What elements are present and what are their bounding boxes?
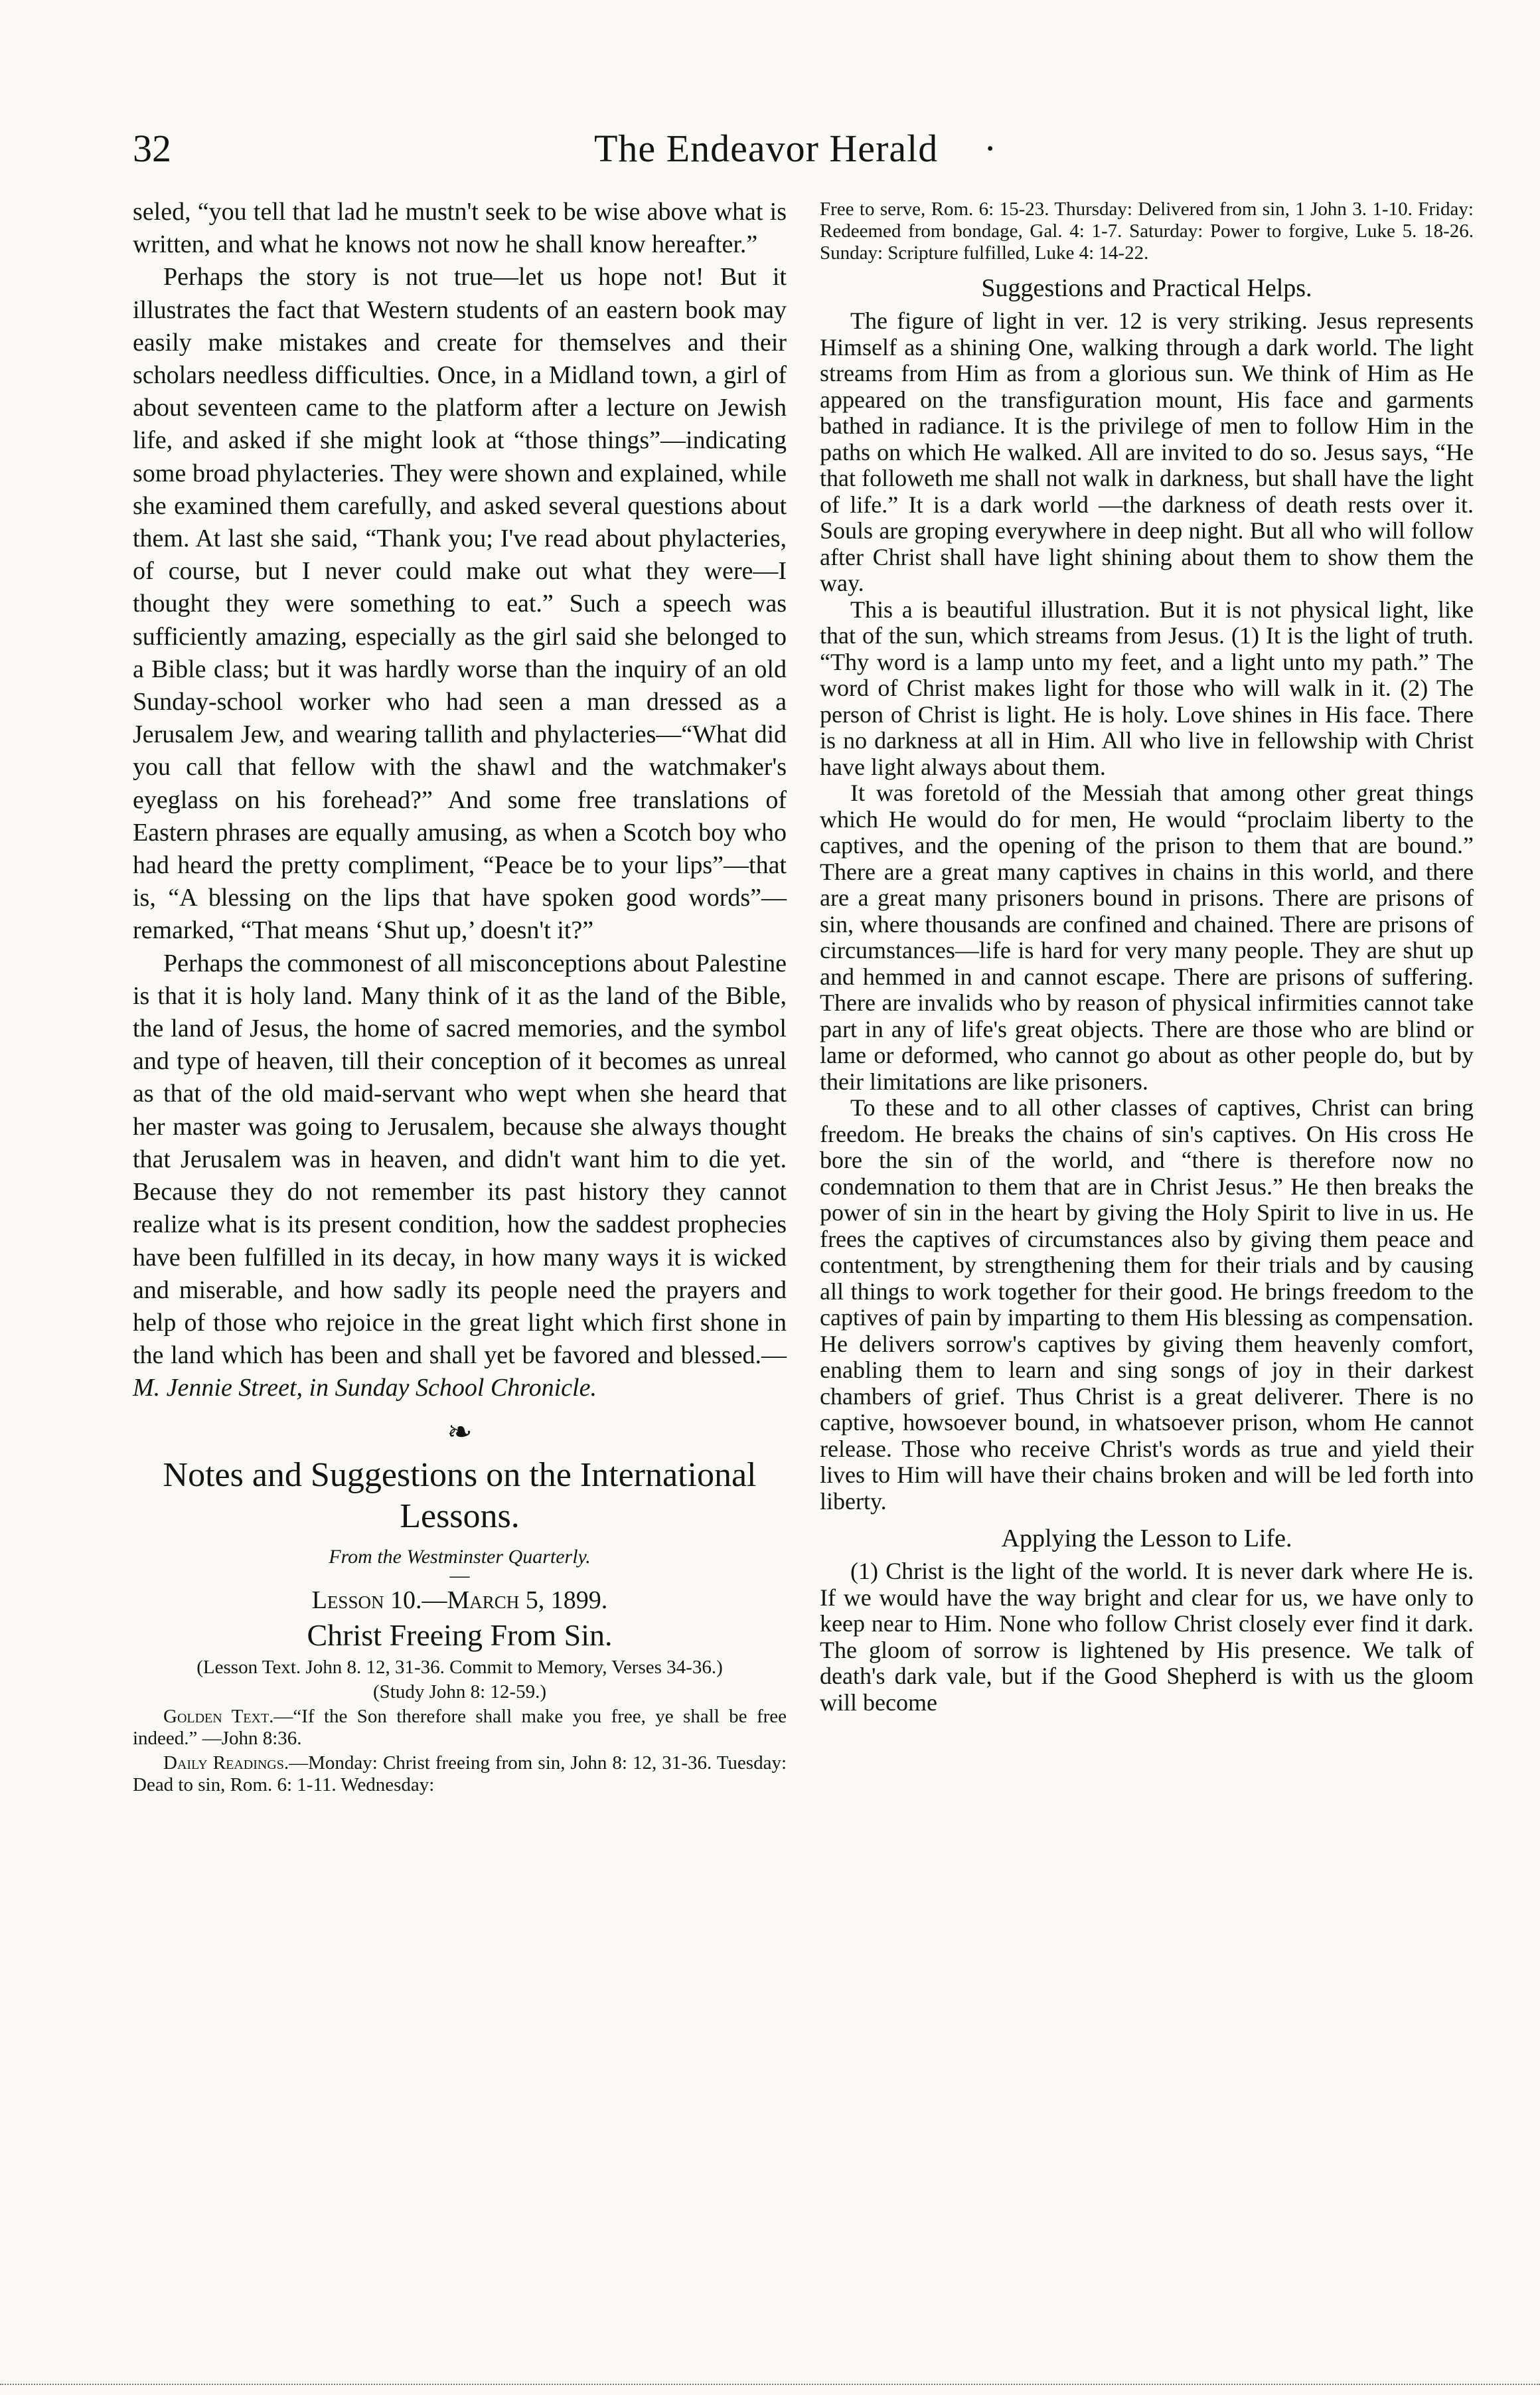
paragraph: To these and to all other classes of captives, Christ can bring freedom. He breaks the chains of sin's captives. On His cross He bore the sin of the world, and “there is therefore now no condemnation to them that are in Christ Jesus.” He then breaks the power of sin in the heart by giving the Holy Spirit to live in us. He frees the captives of circumstances also by giving them peace and contentment, by strengthening them for their trials and by causing all things to work together for their good. He brings freedom to the captives of pain by imparting to them His blessing as compensation. He delivers sorrow's captives by giving them heavenly comfort, enabling them to learn and sing songs of joy in their darkest chambers of grief. Thus Christ is a great deliverer. There is no captive, howsoever bound, in whatsoever prison, whom He cannot release. Those who receive Christ's words as true and yield their lives to Him will have their chains broken and will be led forth into liberty. — [820, 1094, 1474, 1515]
paragraph — [133, 948, 787, 1405]
daily-readings-continued: Free to serve, Rom. 6: 15-23. Thursday: Delivered from sin, 1 John 3. 1-10. Friday: Redeemed from bondage, Gal. 4: 1-7. Saturday: Power to forgive, Luke 5. 18-26. Sunday: Scripture fulfilled, Luke 4: 14-22. — [820, 199, 1474, 264]
left-column — [133, 196, 787, 1796]
lesson-text: (Lesson Text. John 8. 12, 31-36. Commit to Memory, Verses 34-36.) — [196, 1656, 723, 1678]
paragraph: seled, “you tell that lad he mustn't seek to be wise above what is written, and what he knows not now he shall know hereafter.” — [133, 198, 787, 259]
lesson-title: Christ Freeing From Sin. — [307, 1617, 613, 1652]
running-head-mark: · — [984, 127, 997, 170]
paragraph-text: Perhaps the commonest of all misconceptions about Palestine is that it is holy land. Many think of it as the land of the Bible, the land of Jesus, the home of sacred memories, and the symbol and type of heaven, till their conception of it becomes as unreal as that of the old maid-servant who wept when she heard that her master was going to Jerusalem, because she always thought that Jerusalem was in heaven, and didn't want him to die yet. Because they do not remember its past history they cannot realize what is its present condition, how the saddest prophecies have been fulfilled in its decay, in how many ways it is wicked and miserable, and how sadly its people need the prayers and help of those who rejoice in the great light which first shone in the land which has been and shall yet be favored and blessed.— — [133, 949, 787, 1370]
daily-readings — [133, 1752, 787, 1796]
golden-text-label: Golden Text. — [163, 1705, 274, 1727]
dash-rule: — — [449, 1564, 470, 1586]
study-reference: (Study John 8: 12-59.) — [373, 1681, 546, 1702]
paragraph: (1) Christ is the light of the world. It is never dark where He is. If we would have the way bright and clear for us, we have only to keep near to Him. None who follow Christ closely ever find it dark. The gloom of sorrow is lightened by His presence. We talk of death's dark vale, but if the Good Shepherd is with us the gloom will become — [820, 1558, 1474, 1716]
bottom-edge-rule — [0, 2384, 1540, 2386]
section-heading: Notes and Suggestions on the International Lessons. — [163, 1455, 757, 1535]
paragraph: This a is beautiful illustration. But it is not physical light, like that of the sun, which streams from Jesus. (1) It is the light of truth. “Thy word is a lamp unto my feet, and a light unto my path.” The word of Christ makes light for those who will walk in it. (2) The person of Christ is light. He is holy. Love shines in His face. There is no darkness at all in Him. All who live in fellowship with Christ have light always about them. — [820, 596, 1474, 780]
source-line: From the Westminster Quarterly. — [329, 1545, 591, 1568]
right-column — [820, 196, 1474, 1716]
ornament-icon: ❧ — [447, 1414, 473, 1449]
paragraph: It was foretold of the Messiah that among other great things which He would do for men, He would “proclaim liberty to the captives, and the opening of the prison to them that are bound.” There are a great many captives in chains in this world, and there are a great many prisoners bound in prisons. There are prisons of sin, where thousands are confined and chained. There are prisons of circumstances—life is hard for very many people. They are shut up and hemmed in and cannot escape. There are prisons of suffering. There are invalids who by reason of physical infirmities cannot take part in any of life's great objects. There are those who are blind or lame or deformed, who cannot go about as other people do, but by their limitations are like prisoners. — [820, 780, 1474, 1095]
page-number: 32 — [133, 127, 171, 170]
paragraph: The figure of light in ver. 12 is very striking. Jesus represents Himself as a shining One, walking through a dark world. The light streams from Him as from a glorious sun. We think of Him as He appeared on the transfiguration mount, His face and garments bathed in radiance. It is the privilege of men to follow Him in the paths on which He walked. All are invited to do so. Jesus says, “He that followeth me shall not walk in darkness, but shall have the light of life.” It is a dark world —the darkness of death rests over it. Souls are groping everywhere in deep night. But all who will follow after Christ shall have light shining about them to show them the way. — [820, 307, 1474, 596]
daily-readings-body: —Monday: Christ freeing from sin, John 8: 12, 31-36. Tuesday: Dead to sin, Rom. 6: 1-11. Wednesday: — [133, 1752, 787, 1795]
daily-readings-label: Daily Readings. — [163, 1752, 289, 1774]
running-head: The Endeavor Herald — [594, 127, 939, 170]
paragraph: Perhaps the story is not true—let us hope not! But it illustrates the fact that Western students of an eastern book may easily make mistakes and create for themselves and their scholars needless difficulties. Once, in a Midland town, a girl of about seventeen came to the platform after a lecture on Jewish life, and asked if she might look at “those things”—indicating some broad phylacteries. They were shown and explained, while she examined them carefully, and asked several questions about them. At last she said, “Thank you; I've read about phylacteries, of course, but I never could make out what they were—I thought they were something to eat.” Such a speech was sufficiently amazing, especially as the girl said she belonged to a Bible class; but it was hardly worse than the inquiry of an old Sunday-school worker who had seen a man dressed as a Jerusalem Jew, and wearing tallith and phylacteries—“What did you call that fellow with the shawl and the watchmaker's eyeglass on his forehead?” And some free translations of Eastern phrases are equally amusing, as when a Scotch boy who had heard the pretty compliment, “Peace be to your lips”—that is, “A blessing on the lips that have spoken good words”—remarked, “That means ‘Shut up,’ doesn't it?” — [133, 263, 787, 945]
golden-text — [133, 1706, 787, 1750]
attribution: M. Jennie Street, in Sunday School Chronicle. — [133, 1374, 597, 1402]
subheading-suggestions: Suggestions and Practical Helps. — [981, 274, 1312, 302]
golden-text-body: —“If the Son therefore shall make you free, ye shall be free indeed.” —John 8:36. — [133, 1705, 787, 1749]
subheading-applying: Applying the Lesson to Life. — [1001, 1525, 1292, 1552]
lesson-number: Lesson 10.—March 5, 1899. — [311, 1586, 608, 1614]
